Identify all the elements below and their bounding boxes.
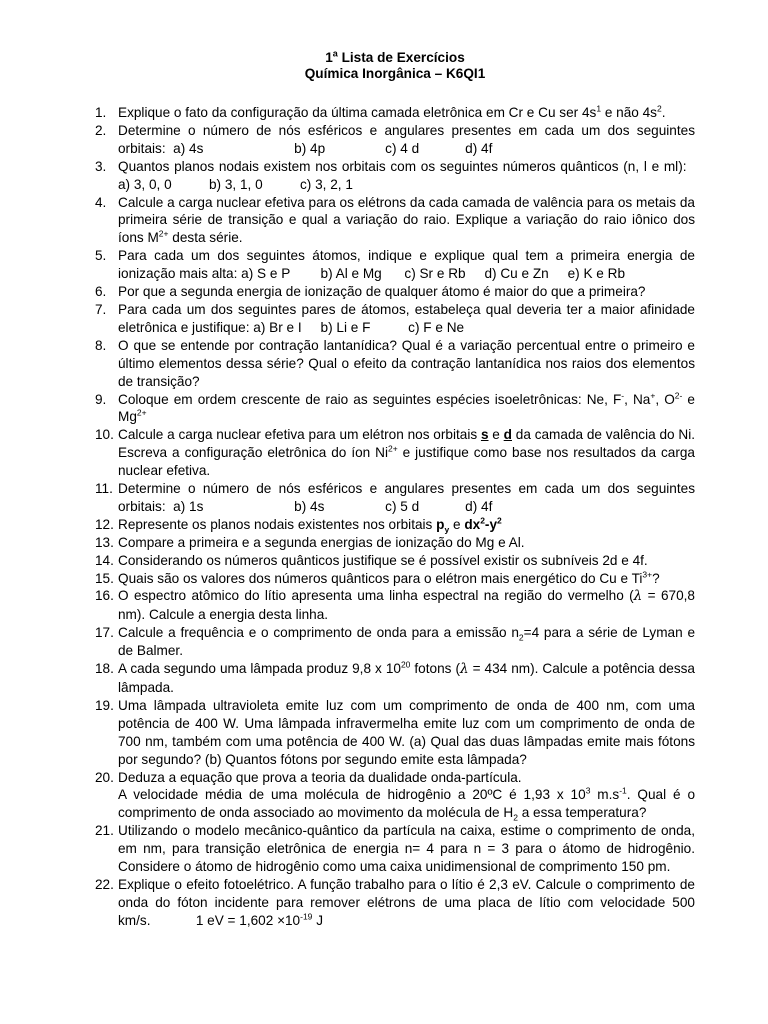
text-questions-q12-p: p xyxy=(436,516,445,532)
text-header-title_line1_sup: a xyxy=(332,48,338,59)
text-questions-q9-s1: - xyxy=(621,389,625,400)
document-title xyxy=(95,50,695,82)
text-questions-q19-n: 19. xyxy=(95,697,114,713)
text-questions-q1-n: 1. xyxy=(95,105,107,120)
text-questions-q18-n: 18. xyxy=(95,661,114,677)
text-questions-q1-c: . xyxy=(661,105,666,120)
question-16 xyxy=(95,587,695,624)
text-questions-q5-n: 5. xyxy=(95,248,107,264)
text-questions-q11-text: Determine o número de nós esféricos e angulares presentes em cada um dos seguintes orbitais: xyxy=(118,481,695,514)
text-questions-q9-c: , O xyxy=(655,391,675,407)
question-3 xyxy=(95,158,695,194)
question-14 xyxy=(95,552,695,570)
text-questions-q18-a: A cada segundo uma lâmpada produz 9,8 x 10 xyxy=(118,661,401,677)
text-questions-q5-o1: a) S e P xyxy=(241,266,291,282)
text-questions-q3-o1: a) 3, 0, 0 xyxy=(118,176,172,192)
text-questions-q4-s1: 2+ xyxy=(158,228,169,239)
text-questions-q7-o3: c) F e Ne xyxy=(408,319,465,335)
text-questions-q9-d: e Mg xyxy=(118,391,695,425)
question-15 xyxy=(95,570,695,588)
question-9 xyxy=(95,391,695,427)
text-questions-q3-o2: b) 3, 1, 0 xyxy=(209,176,263,192)
text-questions-q10-a: Calcule a carga nuclear efetiva para um elétron nos orbitais xyxy=(118,427,481,443)
text-questions-q2-text: Determine o número de nós esféricos e angulares presentes em cada um dos seguintes orbitais: xyxy=(118,122,695,156)
text-questions-q18-c: = 434 nm). Calcule a potência dessa lâmpada. xyxy=(118,661,695,695)
text-questions-q4-a: Calcule a carga nuclear efetiva para os elétrons da cada camada de valência para os metais da primeira série de transição e qual a variação do raio. Explique a variação do raio iônico dos íons M xyxy=(118,194,695,246)
text-questions-q3-o3: c) 3, 2, 1 xyxy=(300,176,353,192)
question-21 xyxy=(95,822,695,876)
text-questions-q13-n: 13. xyxy=(95,534,114,550)
text-questions-q21-text: Utilizando o modelo mecânico-quântico da partícula na caixa, estime o comprimento de onda, em nm, para transição eletrônica de energia n= 4 para n = 3 para o átomo de hidrogênio. Considere o átomo de hidrogênio como uma caixa unidimensional de comprimento 150 pm. xyxy=(118,823,695,875)
text-questions-q12-n: 12. xyxy=(95,516,114,532)
text-questions-q9-b: , Na xyxy=(624,391,651,407)
text-questions-q20-d: a essa temperatura? xyxy=(517,805,647,821)
question-4 xyxy=(95,194,695,248)
question-13 xyxy=(95,534,695,552)
text-questions-q12-b: e xyxy=(449,516,465,532)
text-questions-q20-s1: 3 xyxy=(585,785,591,796)
text-questions-q3-n: 3. xyxy=(95,158,107,174)
question-7 xyxy=(95,301,695,337)
text-questions-q5-o2: b) Al e Mg xyxy=(320,266,382,282)
text-questions-q11-n: 11. xyxy=(95,481,113,497)
text-questions-q15-b: ? xyxy=(652,570,660,586)
text-questions-q8-text: O que se entende por contração lantanídica? Qual é a variação percentual entre o primeiro e último elementos dessa série? Qual o efeito da contração lantanídica nos raios dos elementos de transição? xyxy=(118,337,695,389)
text-questions-q2-o2: b) 4p xyxy=(294,140,326,156)
text-questions-q15-n: 15. xyxy=(95,570,114,586)
text-questions-q1-s1: 1 xyxy=(596,103,602,114)
text-header-title_line1_prefix: 1 xyxy=(325,50,333,65)
text-questions-q12-dx: dx xyxy=(464,516,481,532)
text-questions-q14-n: 14. xyxy=(95,552,114,568)
text-questions-q4-b: desta série. xyxy=(168,230,243,246)
text-questions-q2-o3: c) 4 d xyxy=(385,140,420,156)
text-questions-q10-e: e justifique como base nos resultados da carga nuclear efetiva. xyxy=(118,445,695,479)
text-questions-q17-a: Calcule a frequência e o comprimento de onda para a emissão n xyxy=(118,625,519,641)
text-questions-q22-a: Explique o efeito fotoelétrico. A função trabalho para o lítio é 2,3 eV. Calcule o comprimento de onda do fóton incidente para remover elétrons de uma placa de lítio com velocidade 500 km/s. xyxy=(118,876,695,928)
question-5 xyxy=(95,247,695,283)
text-questions-q15-s1: 3+ xyxy=(642,569,653,580)
text-questions-q5-text: Para cada um dos seguintes átomos, indique e explique qual tem a primeira energia de ionização mais alta: xyxy=(118,248,695,282)
text-header-title_line1_rest: Lista de Exercícios xyxy=(337,50,465,65)
text-questions-q18-lambda: λ xyxy=(459,661,469,678)
text-questions-q14-text: Considerando os números quânticos justifique se é possível existir os subníveis 2d e 4f. xyxy=(118,552,648,568)
text-questions-q12-psub: y xyxy=(444,524,450,535)
question-18 xyxy=(95,660,695,697)
text-questions-q9-a: Coloque em ordem crescente de raio as seguintes espécies isoeletrônicas: Ne, F xyxy=(118,391,622,407)
text-questions-q22-n: 22. xyxy=(95,876,114,892)
text-questions-q5-o5: e) K e Rb xyxy=(567,266,625,282)
question-12 xyxy=(95,516,695,534)
question-11 xyxy=(95,480,695,516)
text-questions-q20-sub: 2 xyxy=(513,813,518,824)
question-20 xyxy=(95,769,695,823)
text-questions-q6-text: Por que a segunda energia de ionização de qualquer átomo é maior do que a primeira? xyxy=(118,284,646,300)
question-17 xyxy=(95,624,695,660)
text-questions-q17-sub: 2 xyxy=(518,633,524,643)
text-questions-q16-b: = 670,8 nm). Calcule a energia desta linha. xyxy=(118,588,695,623)
text-questions-q9-s2: + xyxy=(650,389,656,400)
text-questions-q2-n: 2. xyxy=(95,122,107,138)
text-questions-q10-n: 10. xyxy=(95,427,114,443)
text-questions-q11-o4: d) 4f xyxy=(465,498,493,514)
text-questions-q15-a: Quais são os valores dos números quânticos para o elétron mais energético do Cu e Ti xyxy=(118,570,643,586)
question-1 xyxy=(95,104,695,122)
text-questions-q5-o3: c) Sr e Rb xyxy=(404,266,466,282)
text-questions-q20-c: . Qual é o comprimento de onda associado ao movimento da molécula de H xyxy=(118,787,695,821)
text-questions-q11-o3: c) 5 d xyxy=(385,498,420,514)
text-questions-q5-o4: d) Cu e Zn xyxy=(484,266,549,282)
text-questions-q9-s3: 2- xyxy=(674,389,683,400)
text-questions-q20-b: m.s xyxy=(590,787,620,803)
text-questions-q16-lambda: λ xyxy=(633,588,643,605)
text-questions-q18-b: fotons ( xyxy=(410,661,460,677)
text-questions-q19-text: Uma lâmpada ultravioleta emite luz com um comprimento de onda de 400 nm, com uma potência de 400 W. Uma lâmpada infravermelha emite luz com um comprimento de onda de 700 nm, também com uma potência de 400 W. (a) Qual das duas lâmpadas emite mais fótons por segundo? (b) Quantos fótons por segundo emite esta lâmpada? xyxy=(118,697,695,767)
text-questions-q1-b: e não 4s xyxy=(601,105,657,120)
text-questions-q7-o2: b) Li e F xyxy=(320,319,371,335)
text-questions-q11-o2: b) 4s xyxy=(294,498,325,514)
text-questions-q8-n: 8. xyxy=(95,337,107,353)
text-questions-q9-n: 9. xyxy=(95,391,107,407)
text-questions-q20-a: A velocidade média de uma molécula de hidrogênio a 20ºC é 1,93 x 10 xyxy=(118,787,586,803)
text-questions-q13-text: Compare a primeira e a segunda energias de ionização do Mg e Al. xyxy=(118,534,525,550)
text-questions-q20-s2: -1 xyxy=(619,785,627,796)
question-10 xyxy=(95,426,695,480)
text-questions-q22-b: J xyxy=(312,912,323,928)
text-questions-q10-d: d xyxy=(503,427,512,443)
question-8 xyxy=(95,337,695,391)
question-19 xyxy=(95,697,695,769)
title-line-1 xyxy=(95,50,695,66)
text-questions-q12-a: Represente os planos nodais existentes nos orbitais xyxy=(118,516,437,532)
document-page xyxy=(95,50,695,930)
text-questions-q10-s: s xyxy=(480,427,489,443)
question-2 xyxy=(95,122,695,158)
text-questions-q4-n: 4. xyxy=(95,194,107,210)
text-questions-q7-text: Para cada um dos seguintes pares de átomos, estabeleça qual deveria ter a maior afinidade eletrônica e justifique: xyxy=(118,301,695,335)
text-questions-q17-n: 17. xyxy=(95,625,114,641)
text-questions-q22-ev: 1 eV = 1,602 ×10 xyxy=(195,912,301,928)
text-questions-q2-o4: d) 4f xyxy=(465,140,493,156)
text-questions-q12-dxsup: 2 xyxy=(480,515,485,526)
text-questions-q20-line1: Deduza a equação que prova a teoria da dualidade onda-partícula. xyxy=(118,769,522,785)
text-questions-q20-n: 20. xyxy=(95,769,114,785)
text-questions-q7-o1: a) Br e I xyxy=(253,319,302,335)
text-questions-q6-n: 6. xyxy=(95,284,107,300)
text-questions-q1-s2: 2 xyxy=(656,103,662,114)
text-questions-q16-n: 16. xyxy=(95,588,114,604)
text-questions-q12-dash: -y xyxy=(484,516,498,532)
text-questions-q21-n: 21. xyxy=(95,823,114,839)
text-questions-q10-sup: 2+ xyxy=(388,443,398,454)
text-questions-q12-ysup: 2 xyxy=(497,515,502,526)
text-questions-q22-s1: -19 xyxy=(300,911,313,922)
text-questions-q1-a: Explique o fato da configuração da última camada eletrônica em Cr e Cu ser 4s xyxy=(118,105,597,120)
text-questions-q18-s1: 20 xyxy=(400,659,411,670)
text-questions-q16-a: O espectro atômico do lítio apresenta uma linha espectral na região do vermelho ( xyxy=(118,588,634,604)
text-questions-q2-o1: a) 4s xyxy=(173,140,204,156)
title-line-2: Química Inorgânica – K6QI1 xyxy=(304,66,486,81)
text-questions-q10-b: e xyxy=(488,427,504,443)
question-6 xyxy=(95,283,695,301)
question-22 xyxy=(95,876,695,930)
text-questions-q17-b: =4 para a série de Lyman e de Balmer. xyxy=(118,625,695,659)
question-list xyxy=(95,104,695,930)
text-questions-q7-n: 7. xyxy=(95,301,107,317)
text-questions-q3-text: Quantos planos nodais existem nos orbitais com os seguintes números quânticos (n, l e ml): xyxy=(118,158,687,174)
text-questions-q10-c: da camada de valência do Ni. Escreva a configuração eletrônica do íon Ni xyxy=(118,427,695,461)
text-questions-q11-o1: a) 1s xyxy=(173,498,204,514)
text-questions-q9-s4: 2+ xyxy=(136,407,147,418)
